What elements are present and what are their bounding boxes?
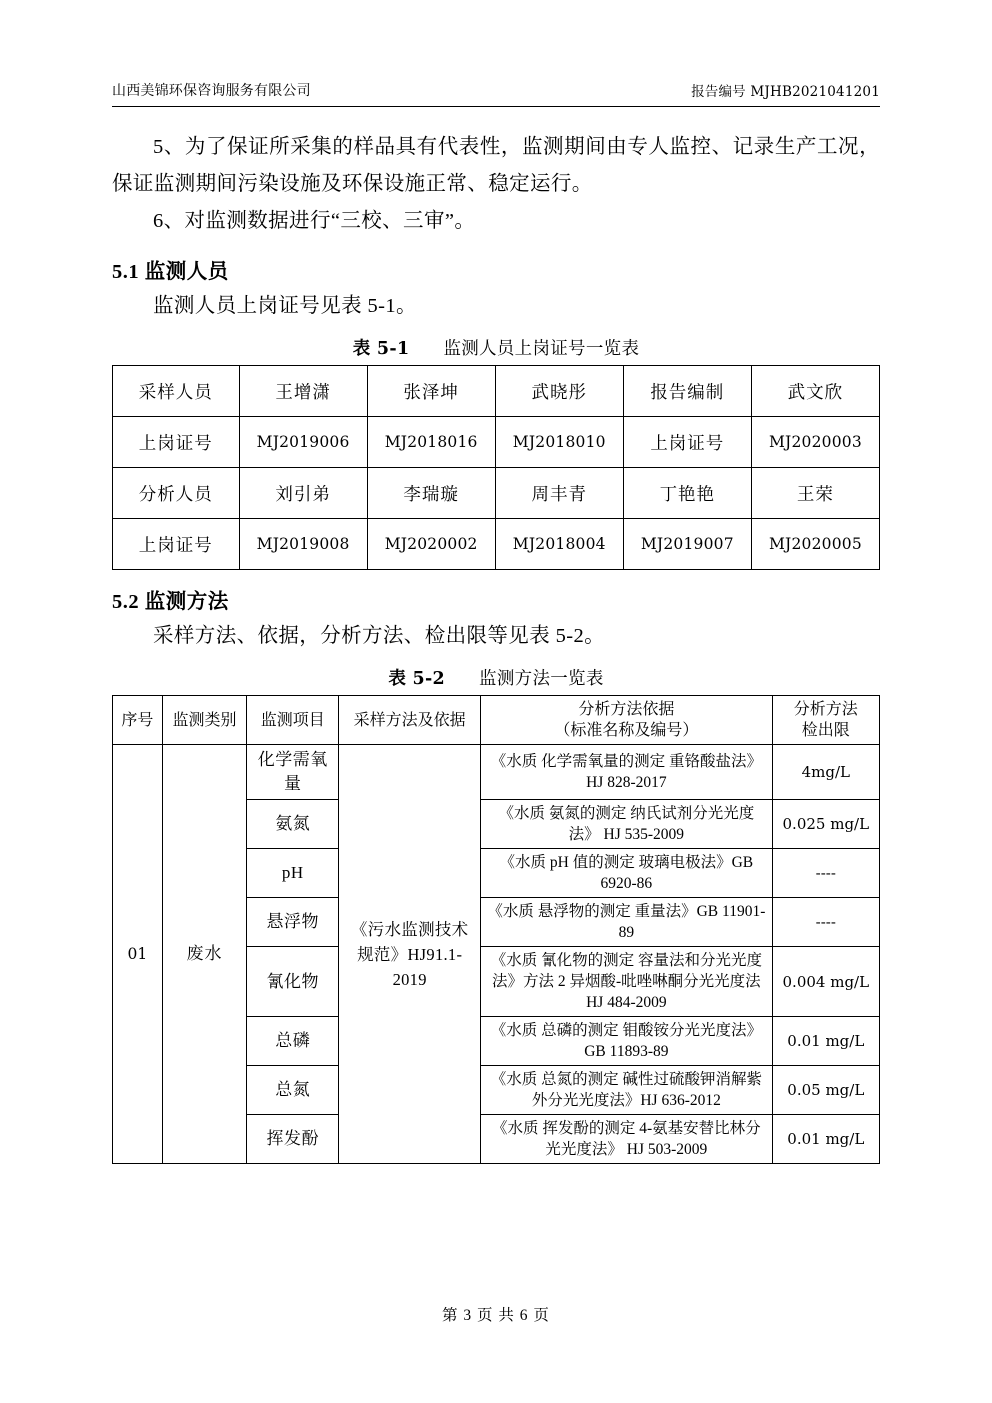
cell-limit-total-nitrogen: 0.05 mg/L [772, 1066, 879, 1115]
cell-basis-ammonia: 《水质 氨氮的测定 纳氏试剂分光光度法》 HJ 535-2009 [481, 800, 772, 849]
header-divider [112, 106, 880, 107]
cell-index: 01 [113, 745, 163, 1164]
cell-analysis-staff-3: 周丰青 [495, 468, 623, 519]
cell-cert-6: MJ2020002 [367, 519, 495, 570]
cell-limit-cyanide: 0.004 mg/L [772, 947, 879, 1017]
table-monitoring-methods [112, 695, 880, 1164]
cell-item-ammonia: 氨氮 [247, 800, 339, 849]
table-5-1-caption-text: 监测人员上岗证号一览表 [443, 338, 640, 358]
cell-item-total-phosphorus: 总磷 [247, 1017, 339, 1066]
cell-report-author: 武文欣 [751, 366, 879, 417]
header-company: 山西美锦环保咨询服务有限公司 [112, 83, 311, 99]
cell-sampling-staff-label: 采样人员 [113, 366, 240, 417]
cell-cert-1: MJ2019006 [239, 417, 367, 468]
cell-category: 废水 [162, 745, 246, 1164]
cell-item-cod: 化学需氧量 [247, 745, 339, 800]
cell-cert-5: MJ2019008 [239, 519, 367, 570]
cell-item-ph: pH [247, 849, 339, 898]
cell-basis-volatile-phenol: 《水质 挥发酚的测定 4-氨基安替比林分光光度法》 HJ 503-2009 [481, 1115, 772, 1164]
cell-item-ss: 悬浮物 [247, 898, 339, 947]
section-title-5-1: 5.1 监测人员 [112, 261, 229, 283]
table-header-row [113, 696, 880, 745]
page-footer: 第 3 页 共 6 页 [442, 1307, 550, 1324]
cell-item-volatile-phenol: 挥发酚 [247, 1115, 339, 1164]
header-report-number: 报告编号 MJHB2021041201 [691, 84, 880, 100]
table-personnel-certificates [112, 365, 880, 570]
header-analysis-basis-line2: （标准名称及编号） [554, 722, 699, 739]
cell-limit-volatile-phenol: 0.01 mg/L [772, 1115, 879, 1164]
cell-cert-2: MJ2018016 [367, 417, 495, 468]
header-item: 监测项目 [247, 696, 339, 745]
cell-basis-ss: 《水质 悬浮物的测定 重量法》GB 11901-89 [481, 898, 772, 947]
table-row [113, 366, 880, 417]
header-analysis-basis-line1: 分析方法依据 [578, 701, 675, 718]
cell-limit-ammonia: 0.025 mg/L [772, 800, 879, 849]
section-title-5-2: 5.2 监测方法 [112, 591, 229, 613]
cell-analysis-staff-4: 丁艳艳 [623, 468, 751, 519]
cell-basis-total-nitrogen: 《水质 总氮的测定 碱性过硫酸钾消解紫外分光光度法》HJ 636-2012 [481, 1066, 772, 1115]
table-row [113, 519, 880, 570]
cell-analysis-staff-1: 刘引弟 [239, 468, 367, 519]
cell-basis-cyanide: 《水质 氰化物的测定 容量法和分光光度法》方法 2 异烟酸-吡唑啉酮分光光度法 HJ 484-2009 [481, 947, 772, 1017]
cell-cert-8: MJ2019007 [623, 519, 751, 570]
cell-basis-total-phosphorus: 《水质 总磷的测定 钼酸铵分光光度法》GB 11893-89 [481, 1017, 772, 1066]
header-index: 序号 [113, 696, 163, 745]
table-5-2-caption [112, 665, 880, 690]
header-analysis-basis [481, 696, 772, 745]
cell-cert-7: MJ2018004 [495, 519, 623, 570]
cell-basis-ph: 《水质 pH 值的测定 玻璃电极法》GB 6920-86 [481, 849, 772, 898]
table-5-1-caption-number: 表 5-1 [352, 339, 410, 359]
cell-limit-ss: ---- [772, 898, 879, 947]
cell-report-author-label: 报告编制 [623, 366, 751, 417]
section-5-2-lead: 采样方法、依据，分析方法、检出限等见表 5-2。 [153, 625, 606, 647]
cell-sampling-staff-1: 王增潇 [239, 366, 367, 417]
cell-sampling-staff-3: 武晓彤 [495, 366, 623, 417]
cell-cert-9: MJ2020005 [751, 519, 879, 570]
cell-cert-label-3: 上岗证号 [113, 519, 240, 570]
page-header [112, 0, 880, 100]
cell-cert-4: MJ2020003 [751, 417, 879, 468]
cell-limit-total-phosphorus: 0.01 mg/L [772, 1017, 879, 1066]
cell-sampling-staff-2: 张泽坤 [367, 366, 495, 417]
cell-item-total-nitrogen: 总氮 [247, 1066, 339, 1115]
cell-cert-label-1: 上岗证号 [113, 417, 240, 468]
header-detection-limit [772, 696, 879, 745]
header-detection-limit-line2: 检出限 [801, 722, 850, 739]
paragraph-6: 6、对监测数据进行“三校、三审”。 [153, 210, 476, 232]
cell-analysis-staff-2: 李瑞璇 [367, 468, 495, 519]
header-category: 监测类别 [162, 696, 246, 745]
cell-analysis-staff-label: 分析人员 [113, 468, 240, 519]
cell-item-cyanide: 氰化物 [247, 947, 339, 1017]
cell-analysis-staff-5: 王荣 [751, 468, 879, 519]
table-row [113, 745, 880, 800]
table-row [113, 417, 880, 468]
paragraph-5: 5、为了保证所采集的样品具有代表性，监测期间由专人监控、记录生产工况，保证监测期间污染设施及环保设施正常、稳定运行。 [112, 136, 880, 195]
cell-limit-ph: ---- [772, 849, 879, 898]
header-sampling-method: 采样方法及依据 [339, 696, 481, 745]
table-row [113, 468, 880, 519]
table-5-2-caption-number: 表 5-2 [388, 669, 446, 689]
table-5-2-caption-text: 监测方法一览表 [479, 668, 604, 688]
cell-basis-cod: 《水质 化学需氧量的测定 重铬酸盐法》HJ 828-2017 [481, 745, 772, 800]
cell-cert-label-2: 上岗证号 [623, 417, 751, 468]
cell-cert-3: MJ2018010 [495, 417, 623, 468]
cell-limit-cod: 4mg/L [772, 745, 879, 800]
table-5-1-caption [112, 335, 880, 360]
cell-sampling-method: 《污水监测技术规范》HJ91.1-2019 [339, 745, 481, 1164]
header-detection-limit-line1: 分析方法 [793, 701, 858, 718]
section-5-1-lead: 监测人员上岗证号见表 5-1。 [153, 295, 417, 317]
